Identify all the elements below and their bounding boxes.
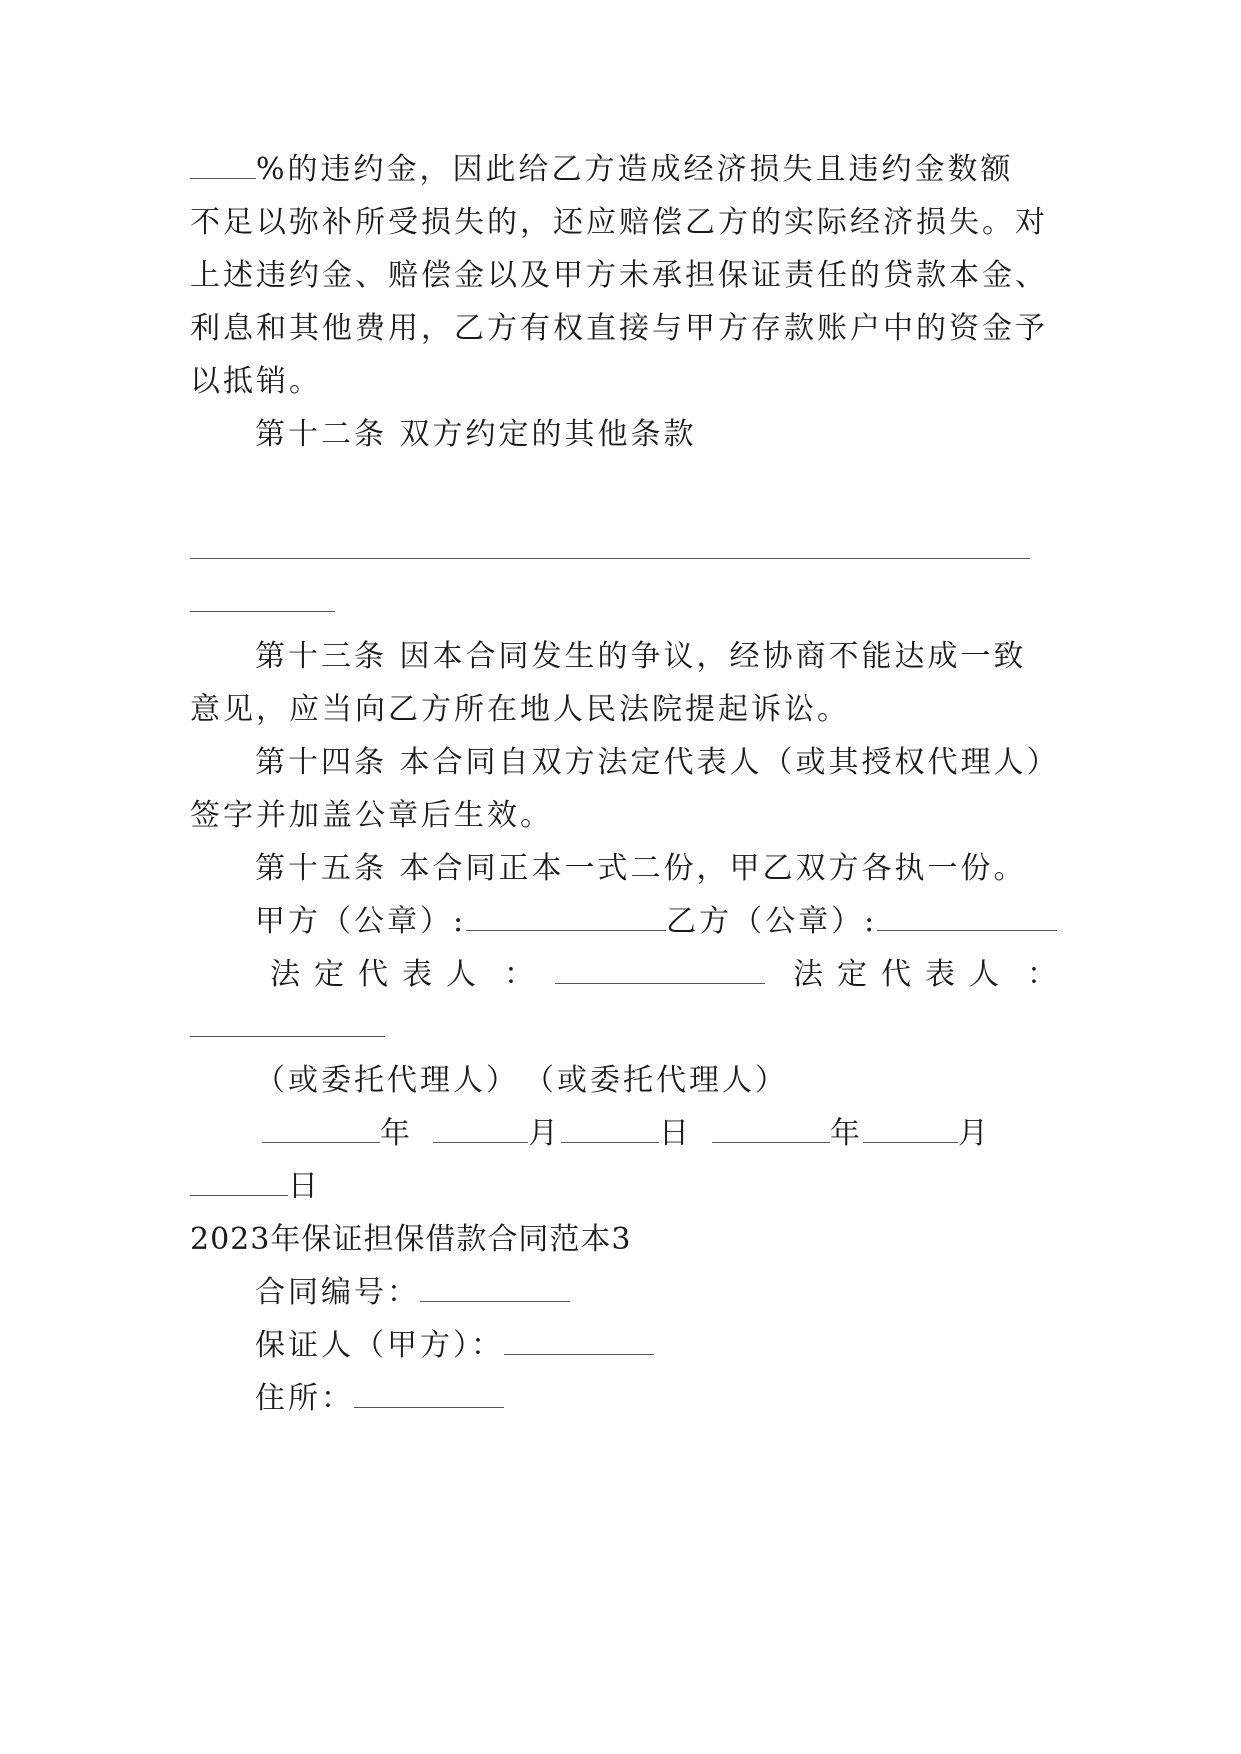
blank-line [190,1008,385,1048]
article-13-line-1: 第十三条 因本合同发生的争议，经协商不能达成一致 [255,639,1027,674]
date-line [262,1114,991,1154]
blank-field [190,583,335,612]
text-segment: %的违约金，因此给乙方造成经济损失且违约金数额 [256,152,1014,187]
date-line-continued [190,1167,321,1207]
day-a-label: 日 [659,1116,692,1151]
article-13-line-2: 意见，应当向乙方所在地人民法院提起诉讼。 [190,692,850,727]
month-b-blank [863,1114,958,1143]
year-b-blank [712,1114,830,1143]
article-14-line-2: 签字并加盖公章后生效。 [190,798,553,833]
text-line: 不足以弥补所受损失的，还应赔偿乙方的实际经济损失。对 [190,205,1048,240]
section-title: 2023年保证担保借款合同范本3 [190,1222,632,1257]
guarantor-label: 保证人（甲方）： [255,1328,504,1363]
day-b-blank [190,1167,288,1196]
text-line [190,150,1014,190]
blank-field [190,530,1030,559]
month-a-blank [433,1114,528,1143]
month-b-label: 月 [958,1116,991,1151]
address-label: 住所： [255,1381,354,1416]
blank-line-short [190,583,335,623]
text-line: 以抵销。 [190,364,322,399]
agent-b-label: （或委托代理人） [539,1063,788,1098]
address-line [255,1379,504,1419]
legal-rep-line [270,955,1060,995]
blank-line-long [190,530,1030,570]
party-b-seal-label: 乙方（公章）: [666,904,878,939]
blank-field [190,150,256,179]
text-line: 上述违约金、赔偿金以及甲方未承担保证责任的贷款本金、 [190,258,1048,293]
year-a-label: 年 [380,1116,413,1151]
colon: ： [504,957,537,992]
contract-number-label: 合同编号： [255,1275,420,1310]
party-a-seal-blank [466,902,666,931]
article-15: 第十五条 本合同正本一式二份，甲乙双方各执一份。 [255,851,1027,886]
party-seal-line [255,902,1057,942]
colon: ： [1027,957,1060,992]
article-14-line-1: 第十四条 本合同自双方法定代表人（或其授权代理人） [255,745,1060,780]
year-a-blank [262,1114,380,1143]
address-blank [354,1379,504,1408]
guarantor-line [255,1326,654,1366]
contract-number-line [255,1273,570,1313]
party-b-seal-blank [877,902,1057,931]
text-line: 利息和其他费用，乙方有权直接与甲方存款账户中的资金予 [190,311,1048,346]
day-a-blank [561,1114,659,1143]
month-a-label: 月 [528,1116,561,1151]
article-12-heading: 第十二条 双方约定的其他条款 [255,417,697,452]
year-b-label: 年 [830,1116,863,1151]
party-a-seal-label: 甲方（公章）: [255,904,467,939]
agent-a-label: （或委托代理人） [255,1063,519,1098]
guarantor-blank [504,1326,654,1355]
blank-field [190,1008,385,1037]
contract-number-blank [420,1273,570,1302]
rep-a-blank [555,955,765,984]
agent-line [255,1061,788,1101]
rep-b-label: 法定代表人 [793,957,1013,992]
rep-a-label: 法定代表人 [270,957,490,992]
day-b-label: 日 [288,1169,321,1204]
